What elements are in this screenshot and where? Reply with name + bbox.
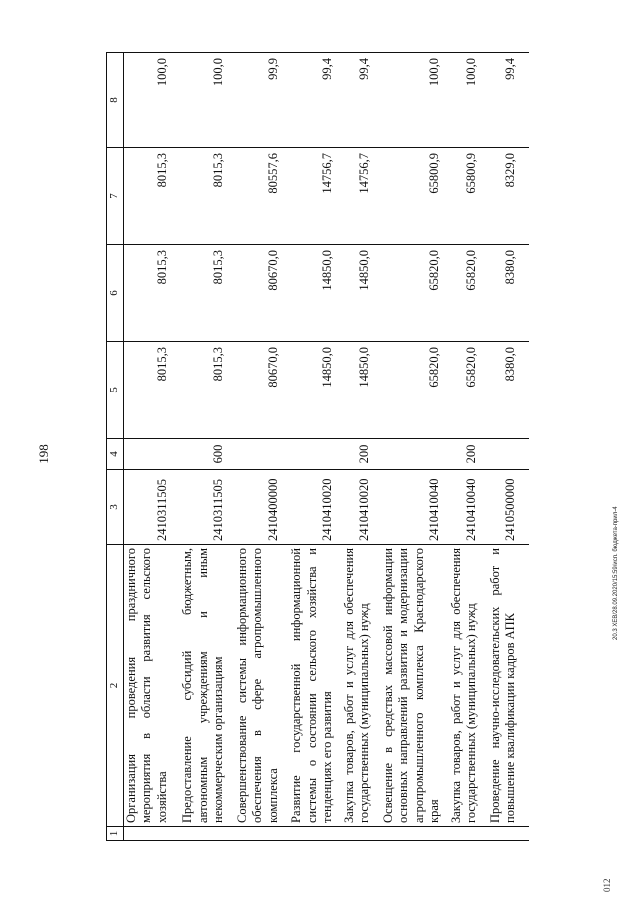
table-cell-v7: 80557,6: [235, 148, 290, 245]
table-cell-code: 2410410020: [342, 470, 381, 545]
table-cell-vr: [235, 439, 290, 470]
table-row: [123, 53, 180, 841]
table-cell-desc: Предоставление субсидий бюджетным, автономным учреждениям и иным некоммерческим организациям: [180, 545, 235, 827]
table-cell-vr: [381, 439, 449, 470]
table-cell-desc: Проведение научно-исследовательских работ и повышение квалификации кадров АПК: [488, 545, 529, 827]
table-cell-code: 2410410020: [289, 470, 342, 545]
table-cell-vr: 200: [342, 439, 381, 470]
table-cell-v5: 14850,0: [289, 342, 342, 439]
table-cell-desc: Совершенствование системы информационного обеспечения в сфере агропромышленного комплекса: [235, 545, 290, 827]
table-row: [488, 53, 529, 841]
table-cell-code: 2410410040: [449, 470, 488, 545]
header-cell: 5: [107, 342, 124, 439]
corner-code: 012: [602, 878, 612, 892]
table-cell-v6: 8015,3: [180, 245, 235, 342]
table-cell-v7: 14756,7: [289, 148, 342, 245]
table-cell-v6: 14850,0: [342, 245, 381, 342]
table-row: [381, 53, 449, 841]
table-cell-v6: 65820,0: [381, 245, 449, 342]
table-cell-v7: 8329,0: [488, 148, 529, 245]
table-cell-vr: 200: [449, 439, 488, 470]
table-cell-v6: 8015,3: [123, 245, 180, 342]
table-row: [235, 53, 290, 841]
table-cell-v5: 8015,3: [180, 342, 235, 439]
row-spacer-cell: [381, 827, 449, 841]
budget-table: [106, 52, 529, 841]
table-row: [180, 53, 235, 841]
table-cell-code: 2410410040: [381, 470, 449, 545]
table-cell-desc: Закупка товаров, работ и услуг для обеспечения государственных (муниципальных) нужд: [449, 545, 488, 827]
table-cell-v5: 8380,0: [488, 342, 529, 439]
row-spacer-cell: [488, 827, 529, 841]
row-spacer-cell: [449, 827, 488, 841]
table-cell-v8: 99,4: [488, 53, 529, 148]
header-row: [107, 53, 124, 841]
page-number: 198: [36, 444, 51, 464]
table-cell-v6: 80670,0: [235, 245, 290, 342]
table-cell-vr: [289, 439, 342, 470]
table-cell-v8: 99,9: [235, 53, 290, 148]
table-cell-v5: 65820,0: [449, 342, 488, 439]
print-stamp: 20.3 XEB/28.09.2020/15:59/исп. бюджета-прил-4: [613, 506, 619, 640]
row-spacer-cell: [235, 827, 290, 841]
table-cell-v8: 99,4: [342, 53, 381, 148]
table-row: [289, 53, 342, 841]
table-cell-v6: 65820,0: [449, 245, 488, 342]
table-cell-v8: 100,0: [449, 53, 488, 148]
header-cell: 4: [107, 439, 124, 470]
table-cell-desc: Закупка товаров, работ и услуг для обеспечения государственных (муниципальных) нужд: [342, 545, 381, 827]
table-cell-v7: 8015,3: [180, 148, 235, 245]
rotated-page-content: [106, 53, 580, 841]
table-cell-v5: 8015,3: [123, 342, 180, 439]
table-cell-v6: 8380,0: [488, 245, 529, 342]
table-cell-vr: [488, 439, 529, 470]
table-cell-v8: 100,0: [123, 53, 180, 148]
table-cell-v7: 8015,3: [123, 148, 180, 245]
table-cell-v7: 14756,7: [342, 148, 381, 245]
header-cell: 2: [107, 545, 124, 827]
table-cell-v5: 80670,0: [235, 342, 290, 439]
row-spacer-cell: [180, 827, 235, 841]
table-cell-v7: 65800,9: [449, 148, 488, 245]
table-cell-code: 2410500000: [488, 470, 529, 545]
row-spacer-cell: [342, 827, 381, 841]
table-cell-v7: 65800,9: [381, 148, 449, 245]
header-cell: 1: [107, 827, 124, 841]
table-cell-v6: 14850,0: [289, 245, 342, 342]
table-cell-vr: 600: [180, 439, 235, 470]
table-cell-desc: Развитие государственной информационной системы о состоянии сельского хозяйства и тенденциях его развития: [289, 545, 342, 827]
table-cell-v5: 14850,0: [342, 342, 381, 439]
table-cell-v8: 100,0: [180, 53, 235, 148]
header-cell: 8: [107, 53, 124, 148]
header-cell: 6: [107, 245, 124, 342]
row-spacer-cell: [289, 827, 342, 841]
table-cell-desc: Организация проведения праздничного мероприятия в области развития сельского хозяйства: [123, 545, 180, 827]
table-row: [449, 53, 488, 841]
table-cell-code: 2410311505: [123, 470, 180, 545]
table-cell-code: 2410311505: [180, 470, 235, 545]
header-cell: 7: [107, 148, 124, 245]
table-cell-v8: 100,0: [381, 53, 449, 148]
table-row: [342, 53, 381, 841]
table-cell-v5: 65820,0: [381, 342, 449, 439]
table-cell-v8: 99,4: [289, 53, 342, 148]
row-spacer-cell: [123, 827, 180, 841]
table-cell-code: 2410400000: [235, 470, 290, 545]
header-cell: 3: [107, 470, 124, 545]
table-cell-vr: [123, 439, 180, 470]
table-cell-desc: Освещение в средствах массовой информации основных направлений развития и модернизации агропромышленного комплекса Краснодарского края: [381, 545, 449, 827]
